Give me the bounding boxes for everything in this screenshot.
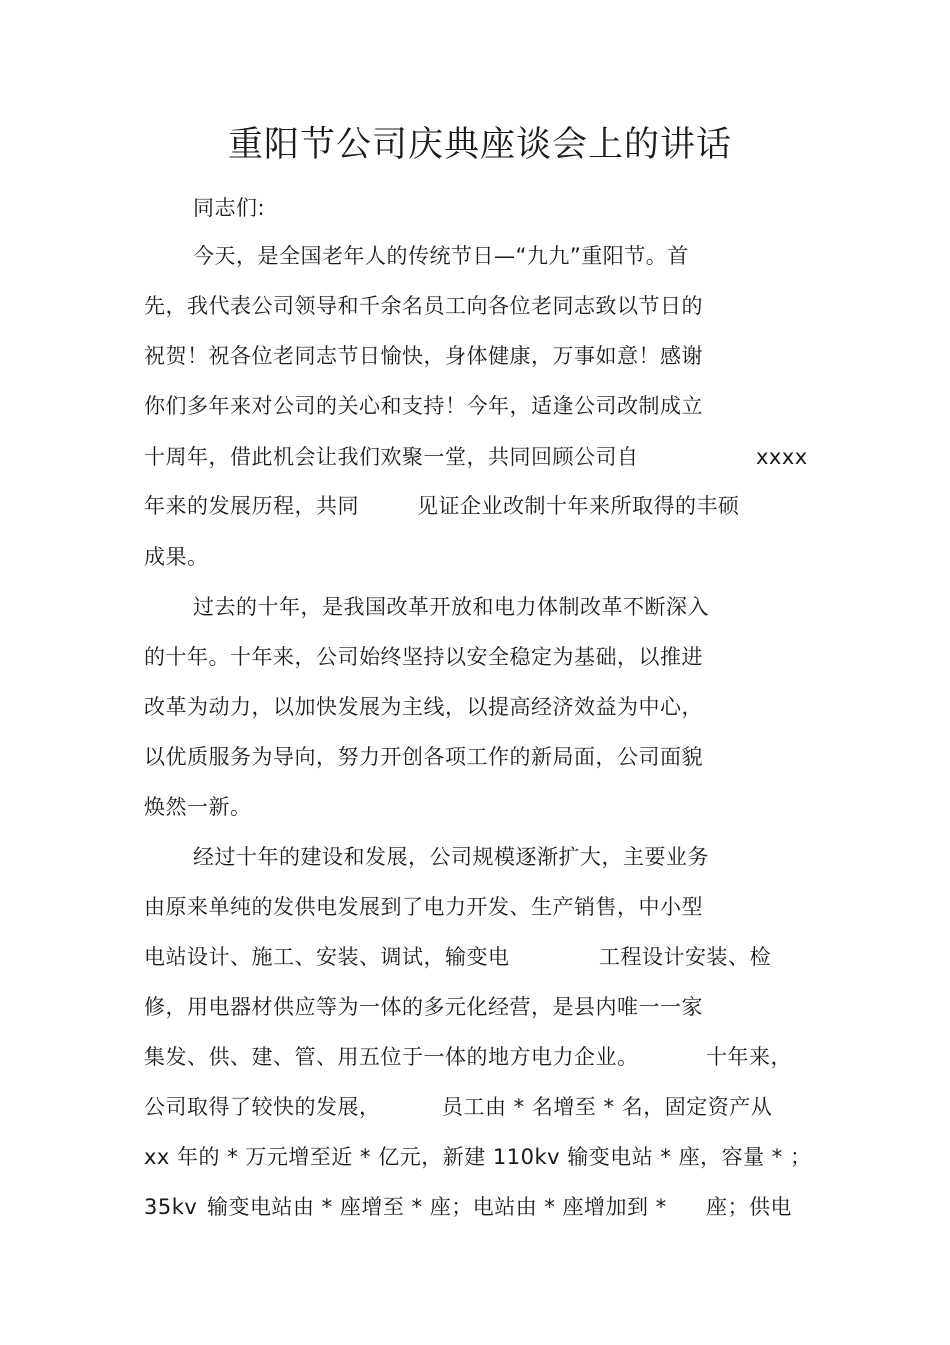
text-segment: 座；供电	[706, 1195, 792, 1219]
text-segment: 35kv	[144, 1195, 198, 1219]
paragraph-line: 的十年。十年来，公司始终坚持以安全稳定为基础，以推进	[144, 645, 703, 669]
text-segment: 员工由 * 名增至 * 名，固定资产从	[442, 1095, 773, 1119]
paragraph-line	[144, 1092, 804, 1122]
paragraph-line: 经过十年的建设和发展，公司规模逐渐扩大，主要业务	[193, 845, 709, 869]
paragraph-line: 改革为动力，以加快发展为主线，以提高经济效益为中心，	[144, 695, 703, 719]
text-segment: 工程设计安装、检	[599, 945, 771, 969]
paragraph-line: 以优质服务为导向，努力开创各项工作的新局面，公司面貌	[144, 745, 703, 769]
paragraph-line: 焕然一新。	[144, 795, 252, 819]
text-segment: 年来的发展历程，共同	[144, 494, 359, 518]
text-segment: 电站设计、施工、安装、调试，输变电	[144, 945, 510, 969]
paragraph-line: 祝贺！祝各位老同志节日愉快，身体健康，万事如意！感谢	[144, 344, 703, 368]
paragraph-line	[144, 942, 804, 972]
greeting: 同志们:	[193, 196, 266, 220]
text-segment: xxxx	[756, 445, 808, 469]
paragraph-line: 过去的十年，是我国改革开放和电力体制改革不断深入	[193, 595, 709, 619]
document-title: 重阳节公司庆典座谈会上的讲话	[227, 125, 732, 165]
paragraph-line: 成果。	[144, 545, 209, 569]
paragraph-line	[144, 442, 808, 472]
text-segment: 十周年，借此机会让我们欢聚一堂，共同回顾公司自	[144, 445, 639, 469]
text-segment: 输变电站由 * 座增至 * 座；电站由 * 座增加到 *	[207, 1195, 667, 1219]
paragraph-line: 你们多年来对公司的关心和支持！今年，适逢公司改制成立	[144, 394, 703, 418]
text-segment: 十年来，	[706, 1045, 792, 1069]
paragraph-line: xx 年的 * 万元增至近 * 亿元，新建 110kv 输变电站 * 座，容量 * ；	[144, 1145, 812, 1169]
paragraph-line	[144, 1192, 804, 1222]
paragraph-line: 修，用电器材供应等为一体的多元化经营，是县内唯一一家	[144, 995, 703, 1019]
paragraph-line: 先，我代表公司领导和千余名员工向各位老同志致以节日的	[144, 294, 703, 318]
text-segment: 集发、供、建、管、用五位于一体的地方电力企业。	[144, 1045, 639, 1069]
paragraph-line: 今天，是全国老年人的传统节日—“九九”重阳节。首	[193, 244, 689, 268]
text-segment: 公司取得了较快的发展，	[144, 1095, 381, 1119]
paragraph-line	[144, 491, 804, 521]
paragraph-line	[144, 1042, 804, 1072]
text-segment: 见证企业改制十年来所取得的丰硕	[417, 494, 740, 518]
paragraph-line: 由原来单纯的发供电发展到了电力开发、生产销售，中小型	[144, 895, 703, 919]
